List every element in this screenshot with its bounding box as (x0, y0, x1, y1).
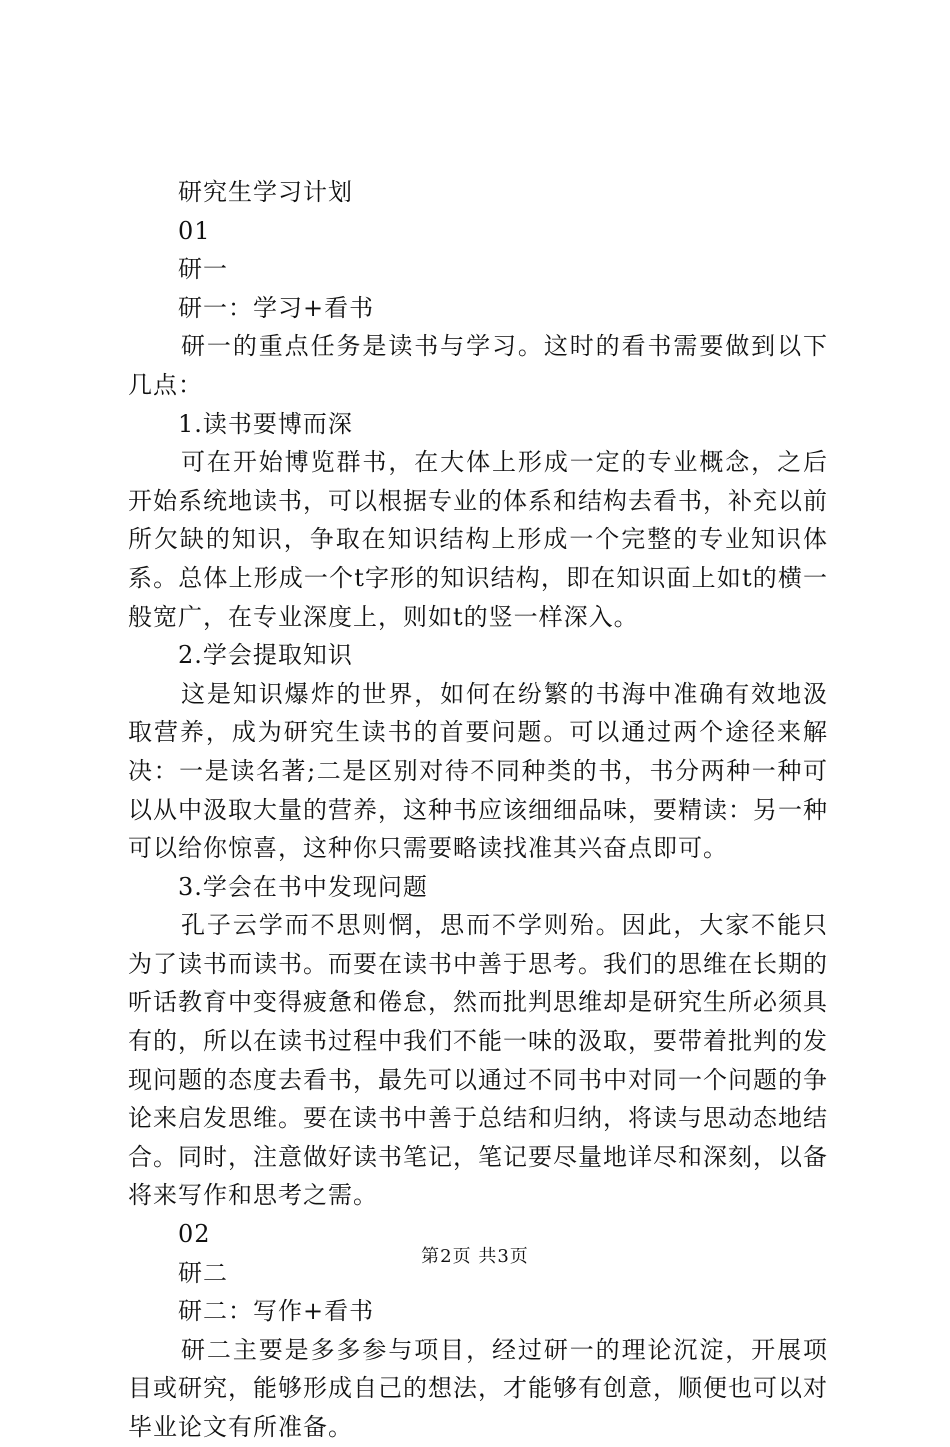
point-title: 3.学会在书中发现问题 (178, 872, 428, 901)
section-heading: 研二 (178, 1258, 228, 1287)
section-intro: 研一的重点任务是读书与学习。这时的看书需要做到以下几点： (128, 332, 828, 399)
point-body: 这是知识爆炸的世界，如何在纷繁的书海中准确有效地汲取营养，成为研究生读书的首要问题。可以通过两个途径来解决：一是读名著;二是区别对待不同种类的书，书分两种一种可以从中汲取大量的营养，这种书应该细细品味，要精读：另一种可以给你惊喜，这种你只需要略读找准其兴奋点即可。 (128, 679, 828, 863)
point-title: 2.学会提取知识 (178, 641, 353, 670)
section-subheading: 研一：学习+看书 (178, 293, 375, 322)
section-number: 02 (178, 1220, 211, 1249)
point-body: 孔子云学而不思则惘，思而不学则殆。因此，大家不能只为了读书而读书。而要在读书中善于思考。我们的思维在长期的听话教育中变得疲惫和倦怠，然而批判思维却是研究生所必须具有的，所以在读书过程中我们不能一味的汲取，要带着批判的发现问题的态度去看书，最先可以通过不同书中对同一个问题的争论来启发思维。要在读书中善于总结和归纳，将读与思动态地结合。同时，注意做好读书笔记，笔记要尽量地详尽和深刻，以备将来写作和思考之需。 (128, 911, 828, 1210)
section-intro: 研二主要是多多参与项目，经过研一的理论沉淀，开展项目或研究，能够形成自己的想法，才能够有创意，顺便也可以对毕业论文有所准备。 (128, 1335, 828, 1441)
point-title: 1.读书要博而深 (178, 409, 353, 438)
section-subheading: 研二：写作+看书 (178, 1297, 375, 1326)
page-footer: 第2页 共3页 (421, 1246, 529, 1267)
section-number: 01 (178, 216, 211, 245)
document-title: 研究生学习计划 (178, 178, 353, 206)
section-heading: 研一 (178, 255, 228, 284)
point-body: 可在开始博览群书，在大体上形成一定的专业概念，之后开始系统地读书，可以根据专业的体系和结构去看书，补充以前所欠缺的知识，争取在知识结构上形成一个完整的专业知识体系。总体上形成一个t字形的知识结构，即在知识面上如t的横一般宽广，在专业深度上，则如t的竖一样深入。 (128, 448, 828, 631)
